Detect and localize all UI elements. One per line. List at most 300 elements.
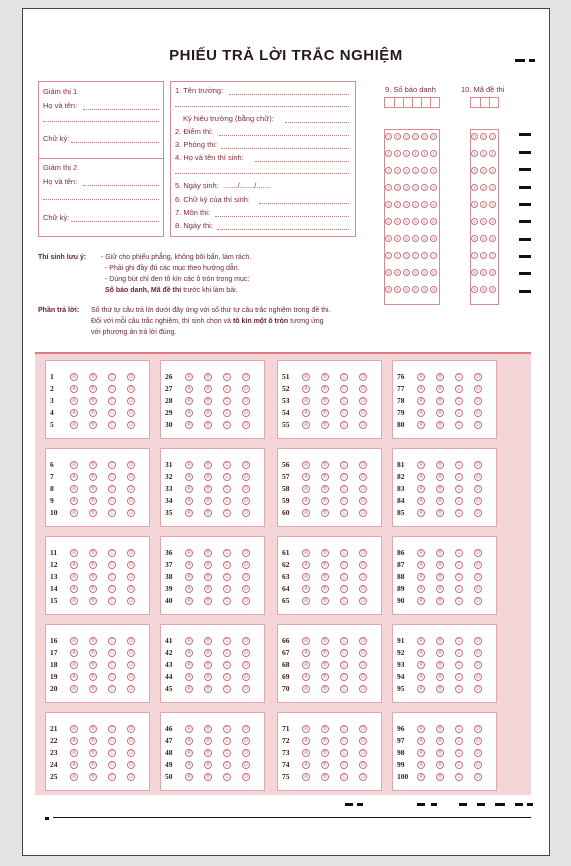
answer-bubble-a[interactable]: A: [417, 725, 425, 733]
answer-bubble-c[interactable]: C: [108, 761, 116, 769]
digit-bubble[interactable]: 8: [421, 269, 428, 276]
answer-bubble-d[interactable]: D: [127, 373, 135, 381]
answer-bubble-b[interactable]: B: [436, 685, 444, 693]
answer-bubble-c[interactable]: C: [108, 649, 116, 657]
answer-bubble-c[interactable]: C: [455, 661, 463, 669]
digit-bubble[interactable]: 3: [480, 184, 487, 191]
answer-bubble-d[interactable]: D: [474, 485, 482, 493]
answer-bubble-b[interactable]: B: [204, 685, 212, 693]
answer-bubble-c[interactable]: C: [340, 561, 348, 569]
answer-bubble-b[interactable]: B: [204, 549, 212, 557]
digit-bubble[interactable]: 9: [430, 286, 437, 293]
answer-bubble-b[interactable]: B: [436, 561, 444, 569]
answer-bubble-c[interactable]: C: [340, 461, 348, 469]
answer-bubble-b[interactable]: B: [204, 773, 212, 781]
answer-bubble-a[interactable]: A: [302, 649, 310, 657]
answer-bubble-b[interactable]: B: [436, 649, 444, 657]
answer-bubble-b[interactable]: B: [321, 509, 329, 517]
answer-bubble-a[interactable]: A: [185, 409, 193, 417]
digit-bubble[interactable]: 3: [412, 184, 419, 191]
answer-bubble-c[interactable]: C: [340, 385, 348, 393]
answer-bubble-b[interactable]: B: [89, 509, 97, 517]
answer-bubble-b[interactable]: B: [321, 649, 329, 657]
answer-bubble-c[interactable]: C: [223, 773, 231, 781]
answer-bubble-b[interactable]: B: [204, 749, 212, 757]
answer-bubble-c[interactable]: C: [108, 737, 116, 745]
answer-bubble-d[interactable]: D: [474, 637, 482, 645]
answer-bubble-c[interactable]: C: [223, 637, 231, 645]
answer-bubble-b[interactable]: B: [204, 585, 212, 593]
answer-bubble-c[interactable]: C: [455, 561, 463, 569]
answer-bubble-b[interactable]: B: [89, 373, 97, 381]
answer-bubble-b[interactable]: B: [436, 549, 444, 557]
answer-bubble-d[interactable]: D: [359, 409, 367, 417]
answer-bubble-b[interactable]: B: [321, 661, 329, 669]
answer-bubble-b[interactable]: B: [436, 509, 444, 517]
digit-bubble[interactable]: 4: [385, 201, 392, 208]
answer-bubble-b[interactable]: B: [436, 637, 444, 645]
answer-bubble-a[interactable]: A: [185, 585, 193, 593]
answer-bubble-b[interactable]: B: [204, 421, 212, 429]
answer-bubble-b[interactable]: B: [321, 385, 329, 393]
answer-bubble-d[interactable]: D: [474, 725, 482, 733]
answer-bubble-a[interactable]: A: [70, 409, 78, 417]
answer-bubble-d[interactable]: D: [359, 461, 367, 469]
answer-bubble-d[interactable]: D: [359, 637, 367, 645]
answer-bubble-d[interactable]: D: [242, 409, 250, 417]
answer-bubble-d[interactable]: D: [242, 673, 250, 681]
answer-bubble-c[interactable]: C: [455, 473, 463, 481]
answer-bubble-b[interactable]: B: [204, 597, 212, 605]
answer-bubble-a[interactable]: A: [70, 497, 78, 505]
answer-bubble-b[interactable]: B: [321, 421, 329, 429]
answer-bubble-c[interactable]: C: [455, 397, 463, 405]
answer-bubble-c[interactable]: C: [455, 737, 463, 745]
answer-bubble-d[interactable]: D: [127, 461, 135, 469]
answer-bubble-b[interactable]: B: [89, 485, 97, 493]
answer-bubble-a[interactable]: A: [185, 573, 193, 581]
answer-bubble-b[interactable]: B: [436, 749, 444, 757]
digit-bubble[interactable]: 2: [489, 167, 496, 174]
answer-bubble-a[interactable]: A: [70, 461, 78, 469]
answer-bubble-a[interactable]: A: [417, 549, 425, 557]
answer-bubble-b[interactable]: B: [89, 385, 97, 393]
digit-bubble[interactable]: 8: [489, 269, 496, 276]
answer-bubble-c[interactable]: C: [340, 473, 348, 481]
answer-bubble-a[interactable]: A: [185, 461, 193, 469]
answer-bubble-c[interactable]: C: [108, 773, 116, 781]
answer-bubble-d[interactable]: D: [127, 473, 135, 481]
answer-bubble-d[interactable]: D: [242, 497, 250, 505]
digit-bubble[interactable]: 8: [471, 269, 478, 276]
answer-bubble-d[interactable]: D: [359, 737, 367, 745]
answer-bubble-d[interactable]: D: [474, 761, 482, 769]
answer-bubble-b[interactable]: B: [321, 725, 329, 733]
answer-bubble-d[interactable]: D: [127, 409, 135, 417]
answer-bubble-a[interactable]: A: [417, 385, 425, 393]
answer-bubble-c[interactable]: C: [108, 597, 116, 605]
answer-bubble-c[interactable]: C: [340, 761, 348, 769]
answer-bubble-b[interactable]: B: [321, 773, 329, 781]
digit-bubble[interactable]: 0: [480, 133, 487, 140]
digit-bubble[interactable]: 9: [471, 286, 478, 293]
answer-bubble-c[interactable]: C: [455, 421, 463, 429]
answer-bubble-d[interactable]: D: [359, 597, 367, 605]
answer-bubble-b[interactable]: B: [204, 497, 212, 505]
answer-bubble-b[interactable]: B: [321, 373, 329, 381]
answer-bubble-c[interactable]: C: [223, 573, 231, 581]
answer-bubble-c[interactable]: C: [108, 549, 116, 557]
answer-bubble-c[interactable]: C: [340, 749, 348, 757]
answer-bubble-a[interactable]: A: [70, 573, 78, 581]
answer-bubble-d[interactable]: D: [127, 737, 135, 745]
answer-bubble-a[interactable]: A: [185, 649, 193, 657]
answer-bubble-a[interactable]: A: [417, 649, 425, 657]
answer-bubble-b[interactable]: B: [89, 737, 97, 745]
answer-bubble-b[interactable]: B: [436, 461, 444, 469]
answer-bubble-b[interactable]: B: [436, 421, 444, 429]
answer-bubble-b[interactable]: B: [204, 661, 212, 669]
answer-bubble-c[interactable]: C: [223, 761, 231, 769]
answer-bubble-d[interactable]: D: [474, 561, 482, 569]
answer-bubble-a[interactable]: A: [302, 561, 310, 569]
answer-bubble-b[interactable]: B: [204, 473, 212, 481]
answer-bubble-d[interactable]: D: [359, 549, 367, 557]
digit-bubble[interactable]: 3: [403, 184, 410, 191]
answer-bubble-a[interactable]: A: [185, 725, 193, 733]
answer-bubble-c[interactable]: C: [340, 737, 348, 745]
answer-bubble-c[interactable]: C: [223, 597, 231, 605]
answer-bubble-d[interactable]: D: [474, 573, 482, 581]
digit-bubble[interactable]: 5: [489, 218, 496, 225]
answer-bubble-c[interactable]: C: [340, 725, 348, 733]
digit-bubble[interactable]: 7: [412, 252, 419, 259]
digit-bubble[interactable]: 2: [480, 167, 487, 174]
digit-bubble[interactable]: 3: [385, 184, 392, 191]
digit-bubble[interactable]: 7: [471, 252, 478, 259]
answer-bubble-a[interactable]: A: [302, 661, 310, 669]
answer-bubble-b[interactable]: B: [89, 649, 97, 657]
answer-bubble-c[interactable]: C: [340, 673, 348, 681]
answer-bubble-b[interactable]: B: [89, 461, 97, 469]
digit-bubble[interactable]: 6: [471, 235, 478, 242]
digit-bubble[interactable]: 0: [394, 133, 401, 140]
answer-bubble-d[interactable]: D: [242, 461, 250, 469]
digit-bubble[interactable]: 6: [421, 235, 428, 242]
answer-bubble-c[interactable]: C: [108, 685, 116, 693]
answer-bubble-c[interactable]: C: [455, 725, 463, 733]
digit-bubble[interactable]: 9: [403, 286, 410, 293]
answer-bubble-d[interactable]: D: [127, 585, 135, 593]
answer-bubble-b[interactable]: B: [89, 573, 97, 581]
answer-bubble-a[interactable]: A: [417, 561, 425, 569]
answer-bubble-b[interactable]: B: [204, 461, 212, 469]
answer-bubble-d[interactable]: D: [359, 673, 367, 681]
answer-bubble-d[interactable]: D: [474, 749, 482, 757]
answer-bubble-b[interactable]: B: [321, 497, 329, 505]
answer-bubble-d[interactable]: D: [127, 661, 135, 669]
answer-bubble-d[interactable]: D: [474, 385, 482, 393]
answer-bubble-b[interactable]: B: [89, 597, 97, 605]
answer-bubble-a[interactable]: A: [302, 397, 310, 405]
answer-bubble-c[interactable]: C: [108, 473, 116, 481]
answer-bubble-b[interactable]: B: [89, 421, 97, 429]
answer-bubble-a[interactable]: A: [302, 421, 310, 429]
answer-bubble-d[interactable]: D: [474, 585, 482, 593]
answer-bubble-c[interactable]: C: [340, 409, 348, 417]
answer-bubble-d[interactable]: D: [359, 749, 367, 757]
answer-bubble-a[interactable]: A: [417, 573, 425, 581]
answer-bubble-b[interactable]: B: [321, 761, 329, 769]
answer-bubble-b[interactable]: B: [204, 649, 212, 657]
answer-bubble-b[interactable]: B: [89, 549, 97, 557]
answer-bubble-a[interactable]: A: [302, 373, 310, 381]
answer-bubble-b[interactable]: B: [204, 397, 212, 405]
answer-bubble-b[interactable]: B: [436, 497, 444, 505]
digit-bubble[interactable]: 5: [412, 218, 419, 225]
digit-bubble[interactable]: 4: [421, 201, 428, 208]
answer-bubble-c[interactable]: C: [340, 649, 348, 657]
answer-bubble-a[interactable]: A: [70, 397, 78, 405]
answer-bubble-a[interactable]: A: [185, 737, 193, 745]
answer-bubble-d[interactable]: D: [474, 509, 482, 517]
answer-bubble-a[interactable]: A: [70, 673, 78, 681]
answer-bubble-a[interactable]: A: [417, 597, 425, 605]
answer-bubble-d[interactable]: D: [474, 421, 482, 429]
answer-bubble-a[interactable]: A: [185, 673, 193, 681]
digit-bubble[interactable]: 1: [430, 150, 437, 157]
answer-bubble-a[interactable]: A: [70, 725, 78, 733]
answer-bubble-c[interactable]: C: [223, 685, 231, 693]
answer-bubble-d[interactable]: D: [474, 597, 482, 605]
digit-bubble[interactable]: 0: [412, 133, 419, 140]
digit-bubble[interactable]: 5: [394, 218, 401, 225]
answer-bubble-c[interactable]: C: [108, 673, 116, 681]
answer-bubble-a[interactable]: A: [70, 385, 78, 393]
answer-bubble-b[interactable]: B: [204, 485, 212, 493]
answer-bubble-c[interactable]: C: [455, 485, 463, 493]
answer-bubble-a[interactable]: A: [185, 397, 193, 405]
answer-bubble-c[interactable]: C: [223, 561, 231, 569]
digit-bubble[interactable]: 0: [403, 133, 410, 140]
answer-bubble-d[interactable]: D: [127, 561, 135, 569]
answer-bubble-d[interactable]: D: [242, 725, 250, 733]
answer-bubble-b[interactable]: B: [204, 409, 212, 417]
answer-bubble-a[interactable]: A: [302, 749, 310, 757]
answer-bubble-b[interactable]: B: [436, 585, 444, 593]
answer-bubble-a[interactable]: A: [70, 561, 78, 569]
answer-bubble-a[interactable]: A: [185, 761, 193, 769]
answer-bubble-b[interactable]: B: [436, 725, 444, 733]
answer-bubble-b[interactable]: B: [321, 573, 329, 581]
digit-bubble[interactable]: 8: [412, 269, 419, 276]
answer-bubble-a[interactable]: A: [185, 497, 193, 505]
answer-bubble-d[interactable]: D: [474, 661, 482, 669]
answer-bubble-c[interactable]: C: [108, 385, 116, 393]
answer-bubble-b[interactable]: B: [436, 573, 444, 581]
answer-bubble-c[interactable]: C: [223, 373, 231, 381]
answer-bubble-b[interactable]: B: [204, 373, 212, 381]
answer-bubble-d[interactable]: D: [127, 397, 135, 405]
answer-bubble-d[interactable]: D: [127, 749, 135, 757]
answer-bubble-a[interactable]: A: [302, 773, 310, 781]
digit-bubble[interactable]: 3: [471, 184, 478, 191]
digit-bubble[interactable]: 3: [430, 184, 437, 191]
digit-bubble[interactable]: 7: [489, 252, 496, 259]
answer-bubble-d[interactable]: D: [474, 473, 482, 481]
digit-bubble[interactable]: 9: [394, 286, 401, 293]
answer-bubble-b[interactable]: B: [321, 737, 329, 745]
answer-bubble-d[interactable]: D: [127, 573, 135, 581]
answer-bubble-c[interactable]: C: [340, 509, 348, 517]
answer-bubble-a[interactable]: A: [302, 725, 310, 733]
answer-bubble-d[interactable]: D: [474, 409, 482, 417]
digit-bubble[interactable]: 9: [385, 286, 392, 293]
answer-bubble-d[interactable]: D: [359, 385, 367, 393]
answer-bubble-d[interactable]: D: [127, 761, 135, 769]
digit-bubble[interactable]: 4: [489, 201, 496, 208]
answer-bubble-b[interactable]: B: [321, 673, 329, 681]
answer-bubble-a[interactable]: A: [302, 597, 310, 605]
digit-bubble[interactable]: 3: [394, 184, 401, 191]
answer-bubble-b[interactable]: B: [89, 473, 97, 481]
answer-bubble-c[interactable]: C: [223, 461, 231, 469]
answer-bubble-c[interactable]: C: [455, 409, 463, 417]
answer-bubble-b[interactable]: B: [321, 549, 329, 557]
digit-bubble[interactable]: 8: [385, 269, 392, 276]
answer-bubble-b[interactable]: B: [321, 685, 329, 693]
answer-bubble-c[interactable]: C: [223, 473, 231, 481]
answer-bubble-d[interactable]: D: [359, 585, 367, 593]
answer-bubble-c[interactable]: C: [223, 509, 231, 517]
answer-bubble-d[interactable]: D: [242, 761, 250, 769]
answer-bubble-d[interactable]: D: [359, 685, 367, 693]
answer-bubble-c[interactable]: C: [108, 373, 116, 381]
answer-bubble-b[interactable]: B: [321, 585, 329, 593]
answer-bubble-b[interactable]: B: [436, 473, 444, 481]
answer-bubble-a[interactable]: A: [302, 549, 310, 557]
answer-bubble-a[interactable]: A: [302, 585, 310, 593]
answer-bubble-a[interactable]: A: [302, 573, 310, 581]
answer-bubble-a[interactable]: A: [185, 561, 193, 569]
answer-bubble-a[interactable]: A: [302, 685, 310, 693]
answer-bubble-c[interactable]: C: [455, 773, 463, 781]
answer-bubble-d[interactable]: D: [127, 485, 135, 493]
answer-bubble-c[interactable]: C: [455, 749, 463, 757]
answer-bubble-a[interactable]: A: [185, 749, 193, 757]
answer-bubble-a[interactable]: A: [302, 473, 310, 481]
answer-bubble-d[interactable]: D: [242, 685, 250, 693]
answer-bubble-d[interactable]: D: [474, 773, 482, 781]
answer-bubble-c[interactable]: C: [108, 561, 116, 569]
answer-bubble-d[interactable]: D: [127, 673, 135, 681]
answer-bubble-a[interactable]: A: [302, 737, 310, 745]
answer-bubble-d[interactable]: D: [359, 761, 367, 769]
answer-bubble-b[interactable]: B: [321, 749, 329, 757]
answer-bubble-d[interactable]: D: [127, 637, 135, 645]
answer-bubble-b[interactable]: B: [89, 749, 97, 757]
answer-bubble-a[interactable]: A: [185, 549, 193, 557]
answer-bubble-b[interactable]: B: [89, 637, 97, 645]
answer-bubble-a[interactable]: A: [70, 749, 78, 757]
answer-bubble-d[interactable]: D: [474, 737, 482, 745]
answer-bubble-a[interactable]: A: [185, 421, 193, 429]
answer-bubble-d[interactable]: D: [242, 549, 250, 557]
answer-bubble-a[interactable]: A: [417, 673, 425, 681]
answer-bubble-a[interactable]: A: [70, 473, 78, 481]
answer-bubble-a[interactable]: A: [70, 737, 78, 745]
digit-bubble[interactable]: 7: [385, 252, 392, 259]
answer-bubble-d[interactable]: D: [242, 661, 250, 669]
answer-bubble-d[interactable]: D: [127, 685, 135, 693]
answer-bubble-d[interactable]: D: [359, 561, 367, 569]
answer-bubble-b[interactable]: B: [436, 673, 444, 681]
digit-bubble[interactable]: 1: [403, 150, 410, 157]
answer-bubble-d[interactable]: D: [359, 509, 367, 517]
answer-bubble-b[interactable]: B: [321, 397, 329, 405]
answer-bubble-c[interactable]: C: [108, 509, 116, 517]
digit-bubble[interactable]: 0: [421, 133, 428, 140]
answer-bubble-b[interactable]: B: [321, 461, 329, 469]
answer-bubble-c[interactable]: C: [223, 725, 231, 733]
answer-bubble-b[interactable]: B: [89, 725, 97, 733]
digit-bubble[interactable]: 4: [394, 201, 401, 208]
answer-bubble-b[interactable]: B: [89, 397, 97, 405]
answer-bubble-d[interactable]: D: [242, 749, 250, 757]
answer-bubble-c[interactable]: C: [108, 585, 116, 593]
answer-bubble-c[interactable]: C: [340, 497, 348, 505]
answer-bubble-c[interactable]: C: [223, 737, 231, 745]
answer-bubble-a[interactable]: A: [417, 685, 425, 693]
answer-bubble-c[interactable]: C: [108, 397, 116, 405]
answer-bubble-a[interactable]: A: [185, 385, 193, 393]
answer-bubble-c[interactable]: C: [108, 661, 116, 669]
answer-bubble-a[interactable]: A: [417, 497, 425, 505]
digit-bubble[interactable]: 4: [430, 201, 437, 208]
digit-bubble[interactable]: 5: [430, 218, 437, 225]
answer-bubble-c[interactable]: C: [455, 373, 463, 381]
answer-bubble-a[interactable]: A: [302, 461, 310, 469]
answer-bubble-c[interactable]: C: [223, 585, 231, 593]
answer-bubble-d[interactable]: D: [127, 649, 135, 657]
answer-bubble-a[interactable]: A: [70, 661, 78, 669]
digit-bubble[interactable]: 8: [430, 269, 437, 276]
answer-bubble-b[interactable]: B: [436, 661, 444, 669]
answer-bubble-b[interactable]: B: [321, 473, 329, 481]
answer-bubble-d[interactable]: D: [474, 373, 482, 381]
answer-bubble-b[interactable]: B: [436, 761, 444, 769]
digit-bubble[interactable]: 0: [385, 133, 392, 140]
answer-bubble-d[interactable]: D: [474, 397, 482, 405]
answer-bubble-c[interactable]: C: [340, 637, 348, 645]
answer-bubble-c[interactable]: C: [108, 485, 116, 493]
answer-bubble-b[interactable]: B: [89, 673, 97, 681]
answer-bubble-d[interactable]: D: [474, 649, 482, 657]
digit-bubble[interactable]: 6: [394, 235, 401, 242]
answer-bubble-a[interactable]: A: [417, 373, 425, 381]
answer-bubble-c[interactable]: C: [223, 661, 231, 669]
answer-bubble-a[interactable]: A: [417, 509, 425, 517]
answer-bubble-c[interactable]: C: [340, 773, 348, 781]
answer-bubble-d[interactable]: D: [242, 509, 250, 517]
answer-bubble-d[interactable]: D: [242, 737, 250, 745]
answer-bubble-c[interactable]: C: [108, 725, 116, 733]
digit-bubble[interactable]: 2: [471, 167, 478, 174]
answer-bubble-c[interactable]: C: [455, 637, 463, 645]
answer-bubble-a[interactable]: A: [417, 585, 425, 593]
answer-bubble-d[interactable]: D: [242, 385, 250, 393]
digit-bubble[interactable]: 7: [403, 252, 410, 259]
